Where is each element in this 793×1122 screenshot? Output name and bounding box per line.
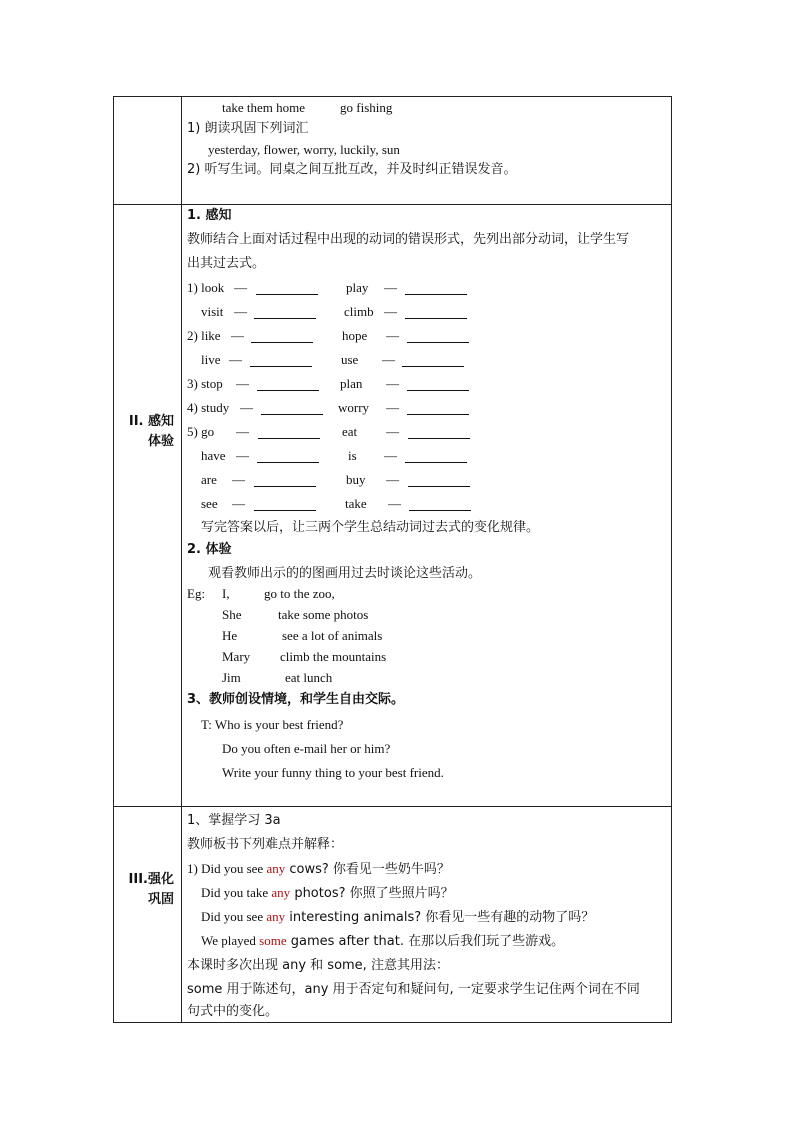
answer-blank[interactable] — [256, 284, 318, 295]
answer-blank[interactable] — [409, 500, 471, 511]
verb-right-5: plan — [340, 376, 363, 391]
section-label-iii-line2: 巩固 — [147, 892, 174, 907]
answer-blank[interactable] — [254, 476, 316, 487]
dash: — — [229, 352, 242, 367]
answer-blank[interactable] — [257, 452, 319, 463]
dash: — — [386, 328, 399, 343]
task-dictation: 2) 听写生词。同桌之间互批互改，并及时纠正错误发音。 — [187, 162, 517, 177]
section-label-ii-line2: 体验 — [147, 434, 174, 449]
dash: — — [234, 280, 247, 295]
keyword-some: some — [259, 933, 287, 948]
answer-blank[interactable] — [405, 452, 467, 463]
study-3a: 1、掌握学习 3a — [187, 813, 281, 828]
verb-left-9: are — [201, 472, 217, 487]
table-top-border — [113, 96, 672, 97]
dash: — — [232, 472, 245, 487]
eg-subject: Mary — [222, 649, 251, 664]
dash: — — [236, 376, 249, 391]
dash: — — [384, 304, 397, 319]
heading-experience: 2. 体验 — [187, 542, 232, 557]
answer-blank[interactable] — [250, 356, 312, 367]
dash: — — [386, 472, 399, 487]
heading-communication: 3、教师创设情境，和学生自由交际。 — [187, 692, 405, 707]
verb-right-9: buy — [346, 472, 366, 487]
perception-para-2: 出其过去式。 — [187, 256, 266, 271]
dash: — — [382, 352, 395, 367]
vocab-list: yesterday, flower, worry, luckily, sun — [208, 142, 400, 157]
answer-blank[interactable] — [251, 332, 313, 343]
answer-blank[interactable] — [405, 284, 467, 295]
dash: — — [240, 400, 253, 415]
answer-blank[interactable] — [405, 308, 467, 319]
usage-note: 本课时多次出现 any 和 some, 注意其用法： — [187, 958, 449, 973]
dash: — — [384, 448, 397, 463]
dash: — — [388, 496, 401, 511]
example-sentence-2 — [201, 885, 454, 902]
answer-blank[interactable] — [261, 404, 323, 415]
verb-right-3: hope — [342, 328, 368, 343]
answer-blank[interactable] — [257, 380, 319, 391]
teacher-question-1: T: Who is your best friend? — [201, 717, 344, 732]
verb-left-10: see — [201, 496, 218, 511]
sentence-part: games after that. 在那以后我们玩了些游戏。 — [286, 934, 565, 949]
verb-left-1: 1) look — [187, 280, 225, 295]
eg-activity: take some photos — [278, 607, 369, 622]
sentence-part: We played — [201, 933, 260, 948]
answer-blank[interactable] — [407, 404, 469, 415]
eg-activity: climb the mountains — [280, 649, 387, 664]
example-sentence-4 — [201, 933, 564, 950]
verb-right-6: worry — [338, 400, 370, 415]
perception-para-1: 教师结合上面对话过程中出现的动词的错误形式，先列出部分动词，让学生写 — [187, 232, 630, 247]
eg-label: Eg: — [187, 586, 206, 601]
section-label-iii-line1: III.强化 — [128, 872, 174, 887]
section-label-ii — [114, 412, 174, 452]
column-divider — [181, 96, 182, 1023]
verb-left-7: 5) go — [187, 424, 215, 439]
verb-left-6: 4) study — [187, 400, 230, 415]
verb-right-1: play — [346, 280, 369, 295]
task-read-vocab: 1) 朗读巩固下列词汇 — [187, 121, 309, 136]
summary-instruction: 写完答案以后，让三两个学生总结动词过去式的变化规律。 — [201, 520, 540, 535]
verb-right-10: take — [345, 496, 367, 511]
verb-right-4: use — [341, 352, 359, 367]
verb-right-2: climb — [344, 304, 374, 319]
phrase-take-them-home: take them home — [222, 100, 306, 115]
teacher-question-2: Do you often e-mail her or him? — [222, 741, 391, 756]
eg-subject: I, — [222, 586, 230, 601]
dash: — — [232, 496, 245, 511]
keyword-any: any — [271, 885, 291, 900]
sentence-part: photos? 你照了些照片吗？ — [290, 886, 454, 901]
dash: — — [386, 376, 399, 391]
section-label-ii-line1: II. 感知 — [128, 414, 174, 429]
dash: — — [386, 400, 399, 415]
teacher-task: Write your funny thing to your best friend. — [222, 765, 444, 780]
answer-blank[interactable] — [258, 428, 320, 439]
eg-activity: go to the zoo, — [264, 586, 335, 601]
answer-blank[interactable] — [408, 476, 470, 487]
dash: — — [236, 424, 249, 439]
eg-subject: He — [222, 628, 238, 643]
dash: — — [236, 448, 249, 463]
sentence-part: 1) Did you see — [187, 861, 267, 876]
verb-left-5: 3) stop — [187, 376, 223, 391]
verb-left-3: 2) like — [187, 328, 221, 343]
dash: — — [384, 280, 397, 295]
example-sentence-1 — [187, 861, 450, 878]
eg-activity: eat lunch — [285, 670, 333, 685]
sentence-part: cows? 你看见一些奶牛吗？ — [285, 862, 450, 877]
verb-right-7: eat — [342, 424, 358, 439]
phrase-go-fishing: go fishing — [340, 100, 393, 115]
answer-blank[interactable] — [407, 380, 469, 391]
verb-right-8: is — [348, 448, 357, 463]
section-label-iii — [114, 870, 174, 910]
answer-blank[interactable] — [408, 428, 470, 439]
board-notes-intro: 教师板书下列难点并解释： — [187, 837, 344, 852]
heading-perception: 1. 感知 — [187, 208, 232, 223]
usage-rule-2: 句式中的变化。 — [187, 1004, 279, 1019]
sentence-part: Did you see — [201, 909, 267, 924]
verb-left-4: live — [201, 352, 221, 367]
example-sentence-3 — [201, 909, 594, 926]
keyword-any: any — [266, 861, 286, 876]
table-right-border — [671, 96, 672, 1023]
eg-subject: Jim — [222, 670, 241, 685]
answer-blank[interactable] — [402, 356, 464, 367]
experience-instruction: 观看教师出示的的图画用过去时谈论这些活动。 — [208, 566, 482, 581]
eg-activity: see a lot of animals — [282, 628, 383, 643]
dash: — — [386, 424, 399, 439]
eg-subject: She — [222, 607, 242, 622]
answer-blank[interactable] — [254, 500, 316, 511]
answer-blank[interactable] — [407, 332, 469, 343]
sentence-part: interesting animals? 你看见一些有趣的动物了吗？ — [285, 910, 595, 925]
verb-left-2: visit — [201, 304, 224, 319]
keyword-any: any — [266, 909, 286, 924]
sentence-part: Did you take — [201, 885, 272, 900]
dash: — — [234, 304, 247, 319]
answer-blank[interactable] — [254, 308, 316, 319]
dash: — — [231, 328, 244, 343]
table-bottom-border — [113, 1022, 672, 1023]
usage-rule-1: some 用于陈述句，any 用于否定句和疑问句, 一定要求学生记住两个词在不同 — [187, 982, 640, 997]
row-divider-2 — [113, 806, 672, 807]
verb-left-8: have — [201, 448, 226, 463]
row-divider-1 — [113, 204, 672, 205]
